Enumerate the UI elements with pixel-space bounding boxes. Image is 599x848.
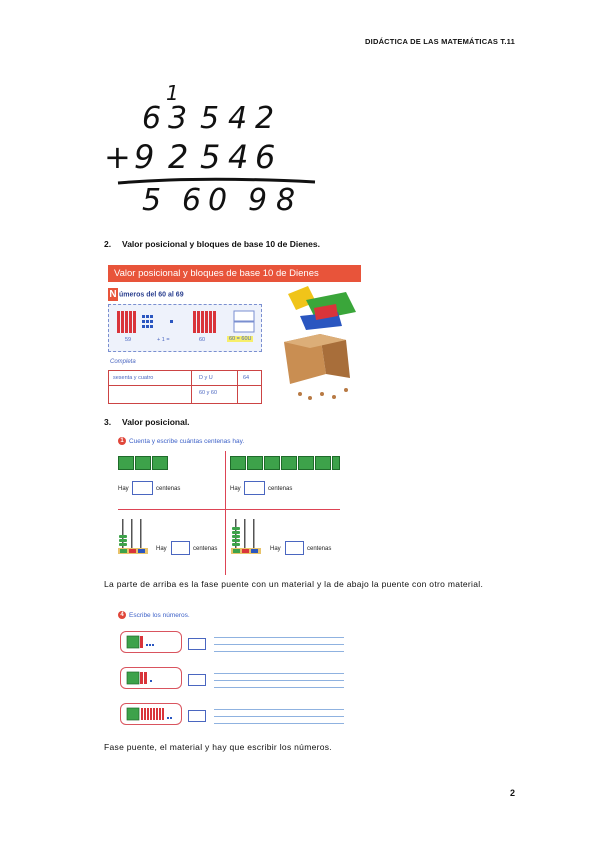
handwritten-digit: 6 bbox=[255, 138, 276, 176]
blocks-illustration bbox=[121, 668, 181, 688]
table-divider bbox=[109, 385, 261, 386]
section-number: 3. bbox=[104, 417, 112, 427]
hundred-block bbox=[247, 456, 263, 470]
figure-subtitle bbox=[108, 288, 184, 301]
label-plus-one: + 1 = bbox=[157, 337, 170, 343]
hundred-block bbox=[230, 456, 246, 470]
exercise-title bbox=[118, 437, 354, 445]
handwritten-digit: 5 bbox=[200, 101, 220, 136]
sum-digits bbox=[142, 183, 295, 218]
material-card bbox=[120, 667, 182, 689]
grid-divider-horizontal bbox=[118, 509, 340, 510]
handwritten-digit: 4 bbox=[228, 138, 249, 176]
centenas-label: centenas bbox=[156, 486, 181, 492]
addend-2-digits bbox=[104, 138, 275, 176]
cell-tens-units: D y U bbox=[199, 375, 213, 381]
exercise-instruction: Escribe los números. bbox=[129, 611, 190, 619]
exercise-number-badge: 1 bbox=[118, 437, 126, 445]
hundred-block bbox=[315, 456, 331, 470]
exercise-count-hundreds bbox=[118, 437, 354, 575]
abacus-icon bbox=[118, 519, 150, 555]
grid-divider-vertical bbox=[225, 451, 226, 575]
paragraph-material-numbers: Fase puente, el material y hay que escribir los números. bbox=[104, 742, 332, 752]
hundred-block bbox=[281, 456, 297, 470]
exercise-write-numbers bbox=[118, 611, 354, 729]
handwritten-digit: 9 bbox=[248, 183, 268, 218]
running-header: DIDÁCTICA DE LAS MATEMÁTICAS T.11 bbox=[365, 37, 515, 46]
handwritten-digit: 2 bbox=[168, 138, 189, 176]
handwritten-digit: 0 bbox=[208, 183, 228, 218]
writing-line bbox=[214, 644, 344, 645]
writing-line bbox=[214, 651, 344, 652]
abacus-icon bbox=[231, 519, 263, 555]
hundred-block bbox=[298, 456, 314, 470]
exercise-title bbox=[118, 611, 354, 619]
answer-box[interactable] bbox=[188, 638, 206, 650]
answer-box[interactable] bbox=[244, 481, 265, 495]
answer-box[interactable] bbox=[188, 710, 206, 722]
paragraph-bridge-phase: La parte de arriba es la fase puente con un material y la de abajo la puente con otro material. bbox=[104, 579, 484, 589]
hundred-block bbox=[135, 456, 151, 470]
handwritten-digit: 9 bbox=[134, 138, 155, 176]
complete-label: Completa bbox=[110, 359, 136, 365]
carry-digit: 1 bbox=[166, 81, 179, 105]
figure-banner: Valor posicional y bloques de base 10 de Dienes bbox=[108, 265, 361, 282]
hay-label: Hay bbox=[118, 486, 129, 492]
subtitle-text: úmeros del 60 al 69 bbox=[119, 291, 184, 299]
table-divider bbox=[191, 371, 192, 403]
section-title: Valor posicional y bloques de base 10 de Dienes. bbox=[122, 239, 320, 249]
answer-box[interactable] bbox=[285, 541, 304, 555]
handwritten-digit: 4 bbox=[228, 101, 248, 136]
section-3-heading bbox=[104, 417, 190, 427]
base-ten-rods bbox=[109, 305, 261, 351]
cell-tens-units-2: 60 y 60 bbox=[199, 390, 218, 396]
handwritten-digit: + bbox=[104, 138, 131, 176]
hundred-block bbox=[118, 456, 134, 470]
blocks-photo bbox=[276, 282, 361, 404]
answer-box[interactable] bbox=[171, 541, 190, 555]
label-60: 60 bbox=[199, 337, 206, 343]
hay-label: Hay bbox=[230, 486, 241, 492]
hay-label: Hay bbox=[156, 546, 167, 552]
cell-number: 64 bbox=[243, 375, 250, 381]
label-60-equals: 60 = 60U bbox=[229, 336, 252, 342]
handwritten-digit: 6 bbox=[142, 101, 162, 136]
complete-table bbox=[108, 370, 262, 404]
handwritten-digit: 5 bbox=[200, 138, 221, 176]
material-card bbox=[120, 703, 182, 725]
section-2-heading bbox=[104, 239, 320, 249]
page-number: 2 bbox=[509, 788, 515, 798]
exercise-instruction: Cuenta y escribe cuántas centenas hay. bbox=[129, 437, 245, 445]
blocks-illustration bbox=[121, 704, 181, 724]
cell-words: sesenta y cuatro bbox=[113, 375, 154, 381]
answer-box[interactable] bbox=[132, 481, 153, 495]
writing-line bbox=[214, 687, 344, 688]
section-number: 2. bbox=[104, 239, 112, 249]
writing-line bbox=[214, 680, 344, 681]
answer-box[interactable] bbox=[188, 674, 206, 686]
writing-line bbox=[214, 716, 344, 717]
writing-line bbox=[214, 637, 344, 638]
writing-line bbox=[214, 673, 344, 674]
addend-1-digits bbox=[142, 101, 274, 136]
hay-label: Hay bbox=[270, 546, 281, 552]
blocks-illustration bbox=[121, 632, 181, 652]
handwritten-digit: 8 bbox=[276, 183, 296, 218]
writing-line bbox=[214, 709, 344, 710]
centenas-label: centenas bbox=[193, 546, 218, 552]
writing-line bbox=[214, 723, 344, 724]
hundred-block bbox=[264, 456, 280, 470]
hundred-block bbox=[152, 456, 168, 470]
table-divider bbox=[237, 371, 238, 403]
centenas-label: centenas bbox=[307, 546, 332, 552]
handwritten-digit: 5 bbox=[142, 183, 162, 218]
blocks-panel bbox=[108, 304, 262, 352]
material-card bbox=[120, 631, 182, 653]
handwritten-digit: 2 bbox=[255, 101, 275, 136]
label-59: 59 bbox=[125, 337, 132, 343]
centenas-label: centenas bbox=[268, 486, 293, 492]
handwritten-digit: 6 bbox=[182, 183, 202, 218]
hundred-block bbox=[332, 456, 340, 470]
handwritten-addition-image bbox=[100, 78, 330, 230]
section-title: Valor posicional. bbox=[122, 417, 190, 427]
exercise-number-badge: 4 bbox=[118, 611, 126, 619]
subtitle-initial: N bbox=[109, 289, 117, 300]
handwritten-digit: 3 bbox=[168, 101, 188, 136]
dienes-blocks-figure bbox=[108, 262, 361, 404]
